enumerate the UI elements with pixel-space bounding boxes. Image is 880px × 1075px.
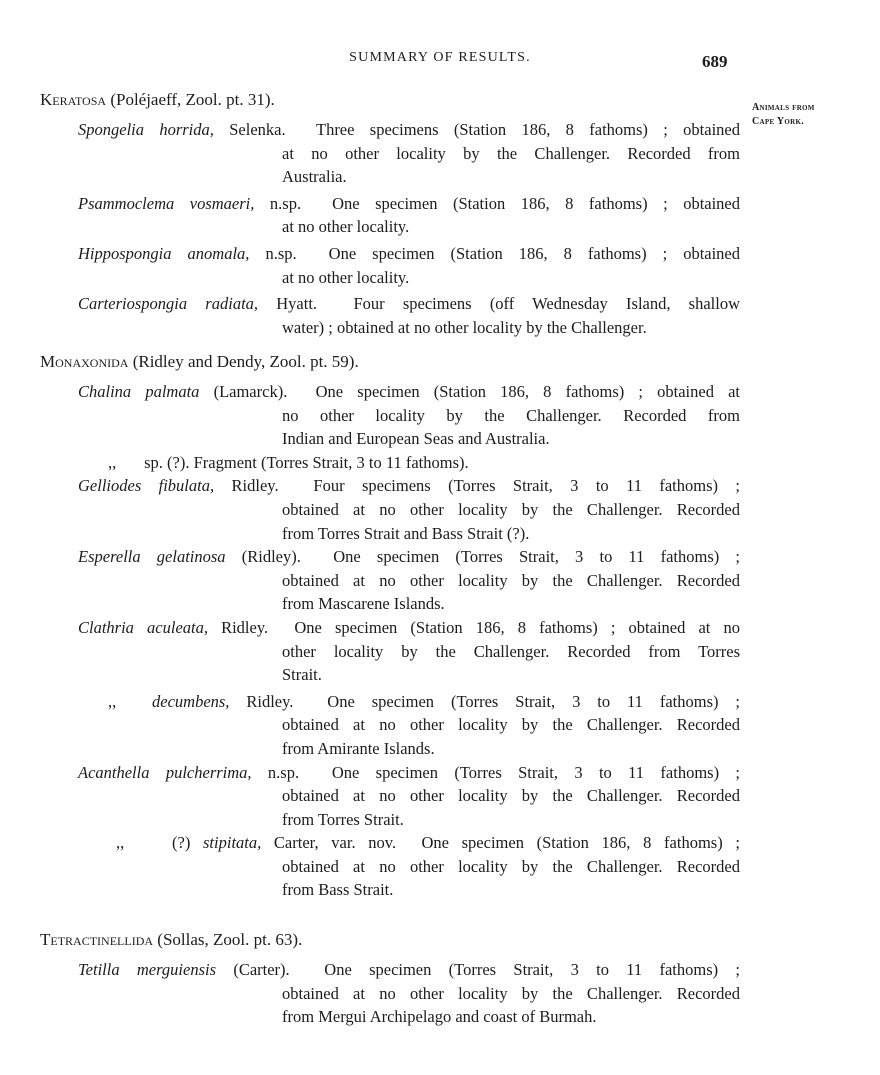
entry-text: at no other locality by the Challenger. Recorded from <box>282 143 740 163</box>
entry-text: from Torres Strait and Bass Strait (?). <box>282 523 530 543</box>
entry-text: One specimen (Station 186, 8 fathoms) ; obtained <box>328 243 740 263</box>
margin-note <box>752 101 862 129</box>
ditto-mark: ,, <box>108 691 117 711</box>
species-entry <box>40 958 740 1029</box>
species-name: Spongelia horrida, <box>78 120 214 139</box>
group-reference: (Ridley and Dendy, Zool. pt. 59). <box>132 352 359 371</box>
entry-text: Three specimens (Station 186, 8 fathoms) ; obtained <box>315 120 740 139</box>
group-name: Keratosa <box>40 90 107 109</box>
entry-text: One specimen (Torres Strait, 3 to 11 fathoms) ; <box>324 960 740 979</box>
margin-note-line: Cape York. <box>752 116 805 127</box>
entry-text: One specimen (Station 186, 8 fathoms) ; obtained at <box>315 382 740 401</box>
entry-text: Strait. <box>282 665 322 685</box>
species-name: Tetilla merguiensis <box>78 960 217 979</box>
group-name: Monaxonida <box>40 352 129 371</box>
entry-text: from Amirante Islands. <box>282 738 435 758</box>
entry-text: Indian and European Seas and Australia. <box>282 429 550 449</box>
species-entry <box>40 292 740 339</box>
species-entry <box>40 380 740 451</box>
species-name: Acanthella pulcherrima, <box>78 762 252 782</box>
species-name: Clathria aculeata, <box>78 617 208 637</box>
entry-text: obtained at no other locality by the Challenger. Recorded <box>282 983 740 1003</box>
entry-text: One specimen (Station 186, 8 fathoms) ; obtained at no <box>294 617 740 637</box>
entry-text: from Mergui Archipelago and coast of Burmah. <box>282 1007 597 1027</box>
entry-text: Australia. <box>282 167 347 187</box>
species-author: (Carter). <box>233 960 290 979</box>
species-entry <box>40 242 740 289</box>
species-entry <box>40 118 740 189</box>
species-author: n.sp. <box>269 193 302 213</box>
species-entry <box>40 761 740 832</box>
entry-text: at no other locality. <box>282 267 410 287</box>
margin-note-line: Animals from <box>752 102 815 113</box>
species-name: Chalina palmata <box>78 382 200 401</box>
running-head: SUMMARY OF RESULTS. <box>349 50 531 65</box>
species-author: (Ridley). <box>241 547 301 567</box>
species-author: Ridley. <box>221 617 269 637</box>
entry-text: One specimen (Torres Strait, 3 to 11 fathoms) ; <box>333 547 740 567</box>
entry-text: obtained at no other locality by the Challenger. Recorded <box>282 786 740 806</box>
species-entry <box>40 690 740 761</box>
species-author: Ridley. <box>231 476 279 496</box>
species-name: Hippospongia anomala, <box>78 243 250 263</box>
entry-text: One specimen (Station 186, 8 fathoms) ; <box>421 833 740 853</box>
page-number: 689 <box>702 52 728 71</box>
group-reference: (Sollas, Zool. pt. 63). <box>157 930 303 949</box>
entry-text: sp. (?). Fragment (Torres Strait, 3 to 11 fathoms). <box>144 452 469 472</box>
species-entry <box>40 831 740 902</box>
species-author: Selenka. <box>229 120 286 139</box>
species-entry <box>40 545 740 616</box>
species-prefix: (?) <box>172 833 191 853</box>
species-author: Carter, var. nov. <box>273 833 397 853</box>
section-heading <box>40 928 740 958</box>
entry-text: obtained at no other locality by the Challenger. Recorded <box>282 715 740 735</box>
species-name: Psammoclema vosmaeri, <box>78 193 255 213</box>
entry-text: One specimen (Torres Strait, 3 to 11 fathoms) ; <box>331 762 740 782</box>
species-author: n.sp. <box>265 243 297 263</box>
entry-text: from Mascarene Islands. <box>282 594 445 614</box>
entry-text: One specimen (Station 186, 8 fathoms) ; obtained <box>332 193 740 213</box>
entry-text: other locality by the Challenger. Recorded from Torres <box>282 641 740 661</box>
entry-text: One specimen (Torres Strait, 3 to 11 fathoms) ; <box>327 691 740 711</box>
species-name: Gelliodes fibulata, <box>78 476 215 496</box>
species-name: Carteriospongia radiata, <box>78 294 259 314</box>
species-author: (Lamarck). <box>213 382 288 401</box>
species-author: n.sp. <box>267 762 300 782</box>
entry-text: obtained at no other locality by the Challenger. Recorded <box>282 499 740 519</box>
species-entry <box>40 474 740 545</box>
species-name: Esperella gelatinosa <box>78 547 226 567</box>
entry-text: obtained at no other locality by the Challenger. Recorded <box>282 570 740 590</box>
entry-text: water) ; obtained at no other locality by the Challenger. <box>282 317 647 337</box>
species-author: Hyatt. <box>276 294 318 314</box>
section-monaxonida <box>40 350 740 902</box>
species-name: stipitata, <box>203 833 262 853</box>
entry-text: no other locality by the Challenger. Recorded from <box>282 405 740 425</box>
species-entry <box>40 192 740 239</box>
section-tetractinellida <box>40 928 740 1029</box>
ditto-mark: ,, <box>116 833 125 853</box>
species-author: Ridley. <box>246 691 294 711</box>
entry-text: from Torres Strait. <box>282 809 404 829</box>
entry-text: Four specimens (Torres Strait, 3 to 11 fathoms) ; <box>313 476 740 496</box>
entry-text: Four specimens (off Wednesday Island, shallow <box>353 294 740 314</box>
section-heading <box>40 350 740 380</box>
entry-text: at no other locality. <box>282 217 410 237</box>
entry-text: from Bass Strait. <box>282 880 394 900</box>
species-entry <box>40 616 740 687</box>
species-name: decumbens, <box>152 691 230 711</box>
section-heading <box>40 88 740 118</box>
entry-text: obtained at no other locality by the Challenger. Recorded <box>282 856 740 876</box>
group-name: Tetractinellida <box>40 930 154 949</box>
section-keratosa <box>40 88 740 339</box>
group-reference: (Poléjaeff, Zool. pt. 31). <box>110 90 275 109</box>
ditto-mark: ,, <box>108 452 117 472</box>
species-entry <box>40 451 740 475</box>
